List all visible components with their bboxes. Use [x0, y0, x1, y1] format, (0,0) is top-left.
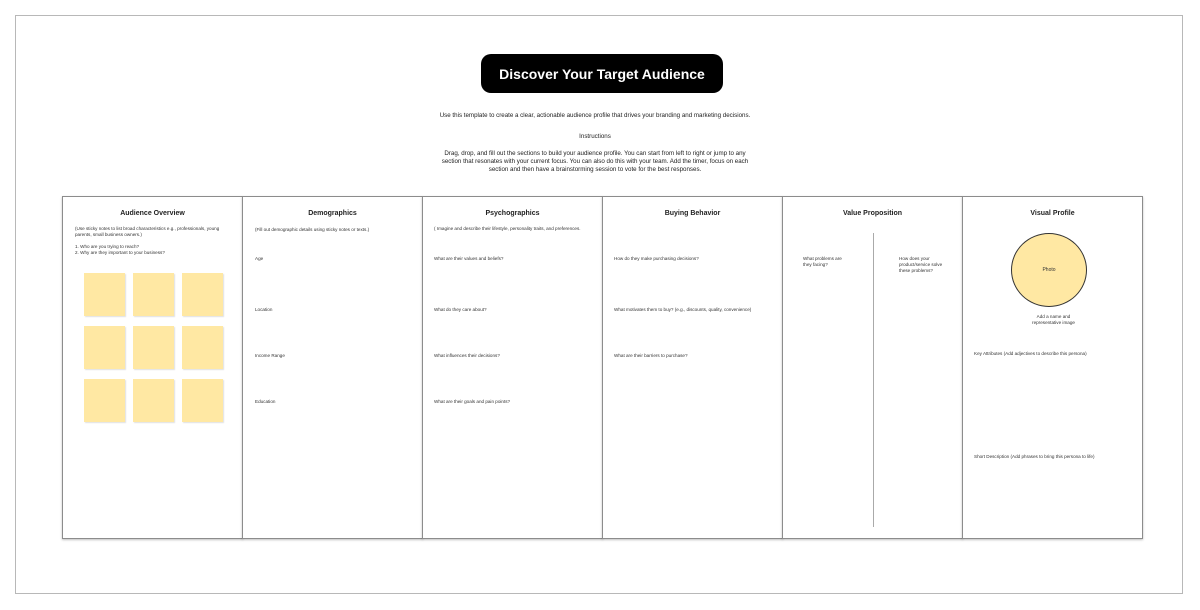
overview-question-2: 2. Why are they important to your business? [75, 250, 165, 255]
buying-question-2: What motivates them to buy? (e.g., discounts, quality, convenience) [614, 307, 752, 312]
column-visual-profile[interactable] [962, 196, 1143, 539]
buying-question-1: How do they make purchasing decisions? [614, 256, 699, 261]
instructions-heading: Instructions [579, 133, 611, 140]
column-title: Demographics [308, 210, 357, 217]
demographics-income: Income Range [255, 353, 285, 358]
column-divider [873, 233, 874, 527]
overview-question-1: 1. Who are you trying to reach? [75, 244, 140, 249]
photo-caption-2: representative image [1032, 320, 1075, 325]
column-title: Buying Behavior [664, 210, 721, 217]
buying-question-3: What are their barriers to purchase? [614, 353, 688, 358]
psychographics-question-1: What are their values and beliefs? [434, 256, 504, 261]
value-solution-line-2: product/service solve [899, 262, 943, 267]
instructions-line-3: section and then have a brainstorming session to vote for the best responses. [488, 166, 702, 173]
page-title[interactable]: Discover Your Target Audience [481, 54, 723, 93]
photo-caption-1: Add a name and [1036, 314, 1071, 319]
sticky-note[interactable] [182, 326, 223, 369]
value-problems-line-2: they facing? [803, 262, 828, 267]
column-psychographics[interactable] [422, 196, 603, 539]
demographics-education: Education [255, 399, 276, 404]
sticky-note[interactable] [133, 379, 174, 422]
photo-label: Photo [1042, 267, 1056, 273]
instructions-line-2: section that resonates with your current focus. You can also do this with your team. Add the timer, focus on each [441, 158, 749, 165]
short-description-label: Short Description (Add phrases to bring this persona to life) [974, 454, 1095, 459]
column-title: Psychographics [485, 210, 540, 217]
value-solution-line-3: these problems? [899, 268, 933, 273]
overview-hint-2: parents, small business owners.) [75, 232, 142, 237]
sticky-note[interactable] [133, 273, 174, 316]
column-value-proposition[interactable] [782, 196, 963, 539]
sticky-note[interactable] [84, 379, 125, 422]
instructions-line-1: Drag, drop, and fill out the sections to build your audience profile. You can start from left to right or jump to any [444, 150, 746, 157]
demographics-hint: (Fill out demographic details using sticky notes or texts.) [255, 227, 370, 232]
demographics-location: Location [255, 307, 273, 312]
column-buying-behavior[interactable] [602, 196, 783, 539]
column-audience-overview[interactable] [62, 196, 243, 539]
template-columns [62, 196, 1143, 539]
value-solution-line-1: How does your [899, 256, 930, 261]
column-demographics[interactable] [242, 196, 423, 539]
psychographics-question-4: What are their goals and pain points? [434, 399, 511, 404]
column-title: Visual Profile [1030, 210, 1075, 217]
value-problems-line-1: What problems are [803, 256, 842, 261]
psychographics-hint: ( Imagine and describe their lifestyle, personality traits, and preferences. [434, 226, 581, 231]
sticky-note[interactable] [182, 273, 223, 316]
psychographics-question-3: What influences their decisions? [434, 353, 500, 358]
column-title: Audience Overview [120, 210, 185, 217]
demographics-age: Age [255, 256, 264, 261]
template-subtitle: Use this template to create a clear, actionable audience profile that drives your branding and marketing decisions. [439, 112, 751, 119]
photo-placeholder[interactable] [1011, 233, 1087, 307]
overview-hint-1: (Use sticky notes to list broad characteristics e.g., professionals, young [75, 226, 220, 231]
psychographics-question-2: What do they care about? [434, 307, 487, 312]
sticky-note[interactable] [182, 379, 223, 422]
sticky-note[interactable] [84, 273, 125, 316]
sticky-note[interactable] [133, 326, 174, 369]
key-attributes-label: Key Attributes (Add adjectives to describe this persona) [974, 351, 1087, 356]
sticky-note[interactable] [84, 326, 125, 369]
column-title: Value Proposition [842, 210, 903, 217]
